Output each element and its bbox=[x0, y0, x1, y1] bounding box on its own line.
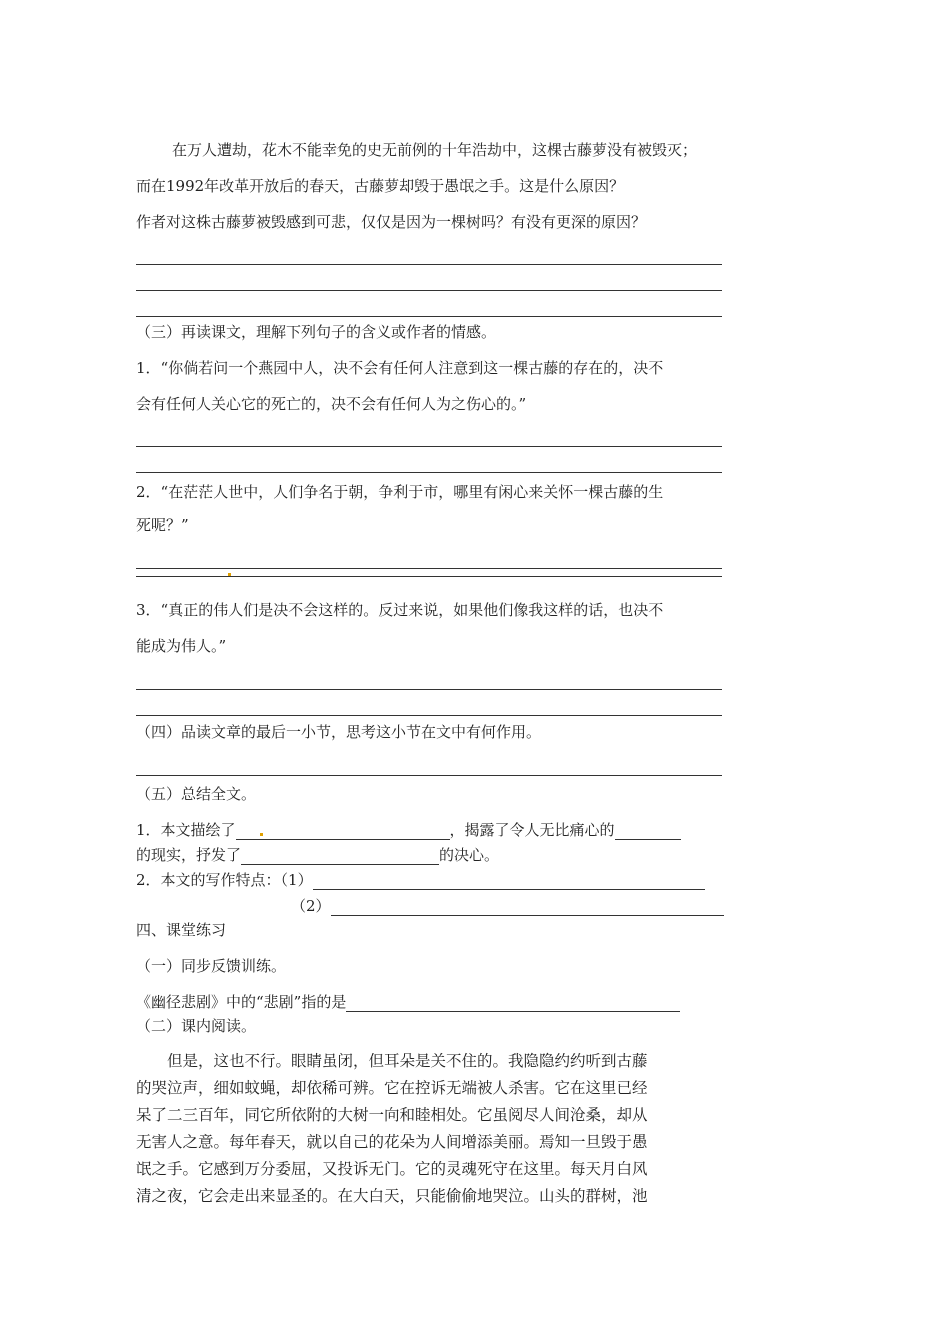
answer-line[interactable] bbox=[136, 472, 722, 473]
answer-line[interactable] bbox=[136, 775, 722, 776]
summary-item-2-prefix: 2．本文的写作特点：（1） bbox=[136, 871, 313, 889]
section-3-q1-line-2: 会有任何人关心它的死亡的，决不会有任何人为之伤心的。” bbox=[136, 395, 527, 413]
answer-line[interactable] bbox=[136, 715, 722, 716]
section-3-heading: （三）再读课文，理解下列句子的含义或作者的情感。 bbox=[136, 323, 497, 341]
answer-line[interactable] bbox=[136, 316, 722, 317]
section-3-q2-line-2: 死呢？” bbox=[136, 516, 189, 534]
summary-item-1-middle: ，揭露了令人无比痛心的 bbox=[449, 821, 615, 839]
reading-line: 但是，这也不行。眼睛虽闭，但耳朵是关不住的。我隐隐约约听到古藤 bbox=[136, 1052, 648, 1070]
summary-item-2-second: （2） bbox=[291, 897, 331, 915]
summary-item-1-line-2-prefix: 的现实，抒发了 bbox=[136, 846, 242, 864]
summary-item-1-line-2-suffix: 的决心。 bbox=[439, 846, 500, 864]
summary-blank-1[interactable] bbox=[236, 823, 450, 840]
summary-blank-3[interactable] bbox=[241, 848, 439, 865]
part-4-sub-1: （一）同步反馈训练。 bbox=[136, 957, 287, 975]
summary-blank-4[interactable] bbox=[313, 873, 705, 890]
answer-line[interactable] bbox=[136, 264, 722, 265]
answer-line[interactable] bbox=[136, 446, 722, 447]
answer-line[interactable] bbox=[136, 568, 722, 569]
section-3-q3-line-1: 3．“真正的伟人们是决不会这样的。反过来说，如果他们像我这样的话，也决不 bbox=[136, 601, 664, 619]
intro-question: 作者对这株古藤萝被毁感到可悲，仅仅是因为一棵树吗？有没有更深的原因？ bbox=[136, 213, 647, 231]
summary-blank-2[interactable] bbox=[615, 823, 681, 840]
section-5-heading: （五）总结全文。 bbox=[136, 785, 257, 803]
reading-line: 清之夜，它会走出来显圣的。在大白天，只能偷偷地哭泣。山头的群树，池 bbox=[136, 1187, 648, 1205]
reading-line: 氓之手。它感到万分委屈，又投诉无门。它的灵魂死守在这里。每天月白风 bbox=[136, 1160, 648, 1178]
part-4-heading: 四、课堂练习 bbox=[136, 921, 227, 939]
answer-line[interactable] bbox=[136, 290, 722, 291]
reading-line: 的哭泣声，细如蚊蝇，却依稀可辨。它在控诉无端被人杀害。它在这里已经 bbox=[136, 1079, 648, 1097]
part-4-answer-blank[interactable] bbox=[346, 995, 680, 1012]
summary-item-1-prefix: 1．本文描绘了 bbox=[136, 821, 236, 839]
intro-line-1: 在万人遭劫，花木不能幸免的史无前例的十年浩劫中，这棵古藤萝没有被毁灭； bbox=[172, 141, 698, 159]
summary-item-2-line-2 bbox=[291, 896, 724, 916]
part-4-question-text: 《幽径悲剧》中的“悲剧”指的是 bbox=[136, 993, 347, 1011]
stray-mark bbox=[260, 833, 263, 836]
intro-line-2: 而在1992年改革开放后的春天，古藤萝却毁于愚氓之手。这是什么原因？ bbox=[136, 177, 625, 195]
summary-blank-5[interactable] bbox=[331, 899, 724, 916]
section-4-heading: （四）品读文章的最后一小节，思考这小节在文中有何作用。 bbox=[136, 723, 542, 741]
stray-mark bbox=[228, 573, 231, 576]
part-4-question bbox=[136, 992, 680, 1012]
answer-line[interactable] bbox=[136, 689, 722, 690]
part-4-sub-2: （二）课内阅读。 bbox=[136, 1017, 257, 1035]
section-3-q2-line-1: 2．“在茫茫人世中，人们争名于朝，争利于市，哪里有闲心来关怀一棵古藤的生 bbox=[136, 483, 664, 501]
reading-line: 无害人之意。每年春天，就以自己的花朵为人间增添美丽。焉知一旦毁于愚 bbox=[136, 1133, 648, 1151]
section-3-q1-line-1: 1．“你倘若问一个燕园中人，决不会有任何人注意到这一棵古藤的存在的，决不 bbox=[136, 359, 664, 377]
reading-line: 呆了二三百年，同它所依附的大树一向和睦相处。它虽阅尽人间沧桑，却从 bbox=[136, 1106, 648, 1124]
section-3-q3-line-2: 能成为伟人。” bbox=[136, 637, 227, 655]
summary-item-2-line-1 bbox=[136, 870, 705, 890]
summary-item-1-line-2 bbox=[136, 845, 499, 865]
summary-item-1-line-1 bbox=[136, 820, 681, 840]
answer-line[interactable] bbox=[136, 576, 722, 577]
